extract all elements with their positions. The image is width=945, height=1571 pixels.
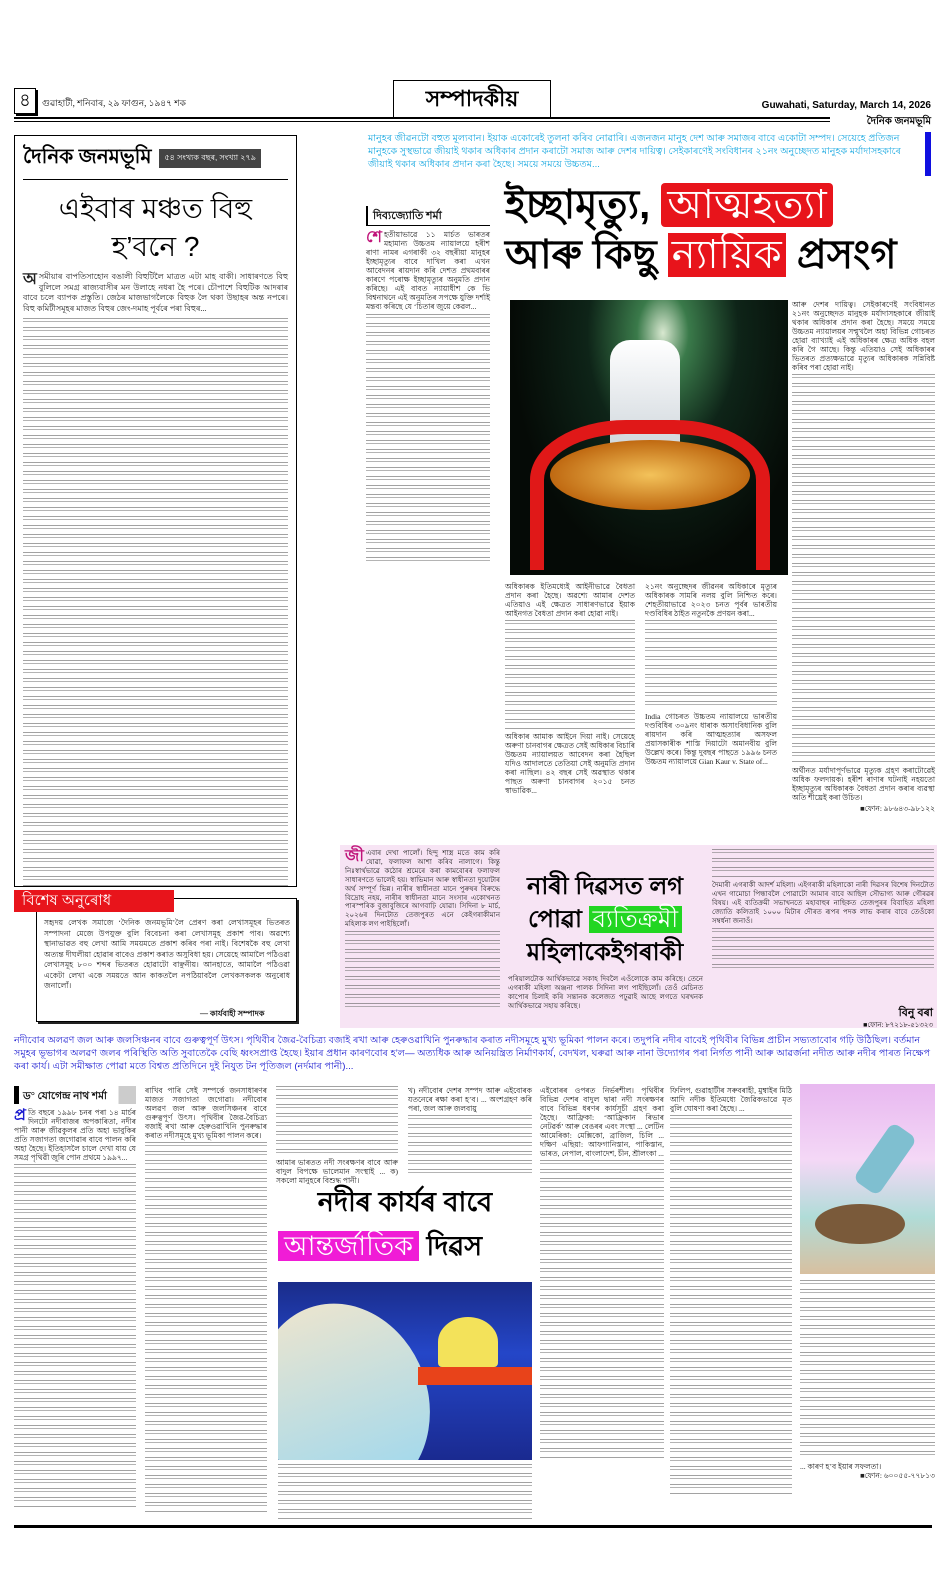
article3-col6 bbox=[670, 1086, 792, 1495]
headline-highlight: ব্যতিক্ৰমী bbox=[589, 906, 682, 933]
headline-text: আৰু কিছু bbox=[505, 233, 657, 277]
article3-col2 bbox=[145, 1086, 267, 1512]
col-text: খ) নদীবোৰ দেশৰ সম্পদ আৰু এইবোৰক যতনেৰে ৰক্ষা কৰা হ’ব। ... অংশগ্ৰহণ কৰি পৰা, জল আৰু জলবায়ু bbox=[408, 1086, 532, 1113]
headline-text: ইচ্ছামৃত্যু, bbox=[505, 183, 651, 227]
drop-cap: শে bbox=[366, 229, 382, 246]
col-lines bbox=[670, 1115, 792, 1495]
article1-author: দিব্যজ্যোতি শৰ্মা bbox=[373, 210, 442, 222]
article2-headline bbox=[505, 870, 705, 969]
col-text: দৈমাৰী এগৰাকী আদৰ্শ মহিলা। এইগৰাকী মহিলাকো নাৰী দিৱসৰ বিশেষ দিনটোত এখন গামোচা পিন্ধাবলৈ পোৱাটো আমাৰ বাবে আছিল সৌভাগ্য আৰু গৌৰৱৰ বিষয়। এই ব্যতিক্ৰমী সভাখনতে মহাবাহুৰ নাছিকত তেজপুৰৰ বিবাহিত মহিলা জ্যোতি কলিতাই ১০০০ মিটাৰ দৌৰত ৰূপৰ পদক লাভ কৰাৰ বাবে তেওঁকো সম্বৰ্ধনা জনাওঁ। bbox=[712, 881, 934, 925]
paper-tag: দৈনিক জনমভূমি bbox=[866, 116, 931, 127]
article1-col2 bbox=[505, 582, 635, 795]
col-text: অধিকাৰক ইতিমধ্যেই আইনীভাৱে বৈধতা প্ৰদান কৰা হৈছে। অৱশ্যে আমাৰ দেশত এতিয়াও এই ক্ষেত্ৰত সাধাৰণভাৱে ইয়াক আইনগত বৈধতা প্ৰদান কৰা হোৱা নাই। bbox=[505, 582, 635, 618]
title-line-1: এইবাৰ মঞ্চত বিহু bbox=[58, 193, 253, 224]
editorial-body bbox=[23, 272, 288, 314]
debris-shape bbox=[815, 1204, 905, 1244]
col-lines bbox=[14, 1164, 136, 1509]
footer-rule bbox=[14, 1525, 932, 1528]
page-number: ৪ bbox=[14, 88, 36, 114]
headline-highlight: আত্মহত্যা bbox=[661, 183, 832, 227]
article3-col3 bbox=[276, 1086, 398, 1185]
article3-author-bar bbox=[14, 1086, 136, 1104]
article2-byline: বিনু বৰা bbox=[898, 1007, 933, 1019]
col-text: ৰাখিব পাৰি সেই সম্পৰ্কে জনসাধাৰণৰ মাজত সজাগতা জগোৱা। নদীবোৰ অলৱণ জল আৰু জলসিঞ্চনৰ বাবে গুৰুত্বপূৰ্ণ উৎস। পৃথিবীৰ জৈৱ-বৈচিত্ৰ্য বজাই ৰখা আৰু হেৰুওৱাখিনি পুনৰুদ্ধাৰ কৰাত নদীসমূহে মুখ্য ভূমিকা পালন কৰে। bbox=[145, 1086, 267, 1140]
article2-col1 bbox=[345, 849, 500, 1011]
col-lines bbox=[276, 1086, 398, 1158]
headline-text: পোৱা bbox=[527, 906, 582, 933]
ribbon-shape bbox=[530, 420, 770, 570]
date-assamese: গুৱাহাটী, শনিবাৰ, ২৯ ফাগুন, ১৯৪৭ শক bbox=[42, 98, 186, 108]
article1-photo bbox=[510, 300, 788, 575]
headline-text: দিৱস bbox=[426, 1231, 483, 1261]
article1-col4 bbox=[792, 300, 935, 813]
col-lines bbox=[408, 1115, 532, 1175]
drop-cap: প্ৰ bbox=[14, 1107, 26, 1124]
headline-highlight: ন্যায়িক bbox=[668, 233, 786, 277]
editorial-masthead: দৈনিক জনমভূমি bbox=[23, 146, 152, 168]
col-lines bbox=[645, 620, 777, 710]
col-lines bbox=[712, 849, 934, 879]
phone-number: ■ফোন: ৯৮৬৪৩-৯৮১২২ bbox=[860, 804, 935, 813]
headline-text: মহিলাকেইগৰাকী bbox=[526, 939, 684, 966]
col-lines bbox=[792, 374, 935, 764]
headline-text: নদীৰ কাৰ্যৰ বাবে bbox=[317, 1187, 493, 1217]
article3-col7 bbox=[800, 1280, 935, 1480]
col-text: অধিকাৰ আমাক আইনে দিয়া নাই। সেয়েহে অৰুণা চানবাগৰ ক্ষেত্ৰত সেই অধিকাৰ বিচাৰি উচ্চতম ন্যায়ালয়ত আবেদন কৰা হৈছিল যদিও আদালতে তেতিয়া সেই অনুমতি প্ৰদান কৰা নাছিল। ৪২ বছৰ সেই অৱস্থাত থকাৰ পাছত অৰুণা চানবাগৰ ২০১৫ চনত স্বাভাৱিক... bbox=[505, 732, 635, 795]
article3-author: ড° যোগেন্দ্ৰ নাথ শৰ্মা bbox=[23, 1091, 107, 1102]
col-text: অৰ্থীনত মৰ্যাদাপূৰ্ণভাৱে মৃত্যুক গ্ৰহণ কৰাটোৱেই অধিক ফলদায়ক। হৰীশ ৰাণাৰ ঘটনাই নহয়তো ইচ্ছামৃত্যুৰ অধিকাৰক বৈধতা প্ৰদান কৰাৰ ব্যৱস্থা অতি শীঘ্ৰেই কৰা উচিত। bbox=[792, 766, 935, 802]
headline-highlight: আন্তৰ্জাতিক bbox=[278, 1231, 419, 1261]
river-blurb: নদীবোৰ অলৱণ জল আৰু জলসিঞ্চনৰ বাবে গুৰুত্বপূৰ্ণ উৎস। পৃথিবীৰ জৈৱ-বৈচিত্ৰ্য বজাই ৰখা আৰু হেৰুওৱাখিনি পুনৰুদ্ধাৰ কৰাত নদীসমূহে মুখ্য ভূমিকা পালন কৰে। তদুপৰি নদীৰ বাবেই পৃথিবীৰ বিভিন্ন প্ৰাচীন সভ্যতাবোৰ গঢ়ি উঠিছিল। বৰ্তমান সমুহৰ ভূভাগৰ অলৱণ জলৰ পৰিস্থিতি অতি সুবাতেকৈ বেছি ধ্বংসপ্ৰাপ্ত হৈছে। ইয়াৰ প্ৰধান কাৰণবোৰ হ’ল— অত্যধিক আৰু অনিয়ন্ত্ৰিত নিৰ্মাণকাৰ্য, বেদখল, ঘৰুৱা আৰু নানা উদ্যোগৰ পৰা নিৰ্গত পানী আৰু আৱৰ্জনা নদীত আৰু নদীৰ পাৰত নিক্ষেপ কৰা কাৰ্য। এটা সমীক্ষাত পোৱা মতে বিশ্বত প্ৰতিদিনে দুই নিযুত টন পূতিজল (নৰ্দমাৰ পানী)... bbox=[14, 1035, 931, 1072]
article2-phone: ■ফোন: ৮৭২১৮-৫১৩২৩ bbox=[863, 1021, 933, 1029]
request-body: সহৃদয় লেখক সমাজে ‘দৈনিক জনমভূমি’লৈ প্ৰেৰণ কৰা লেখাসমূহৰ ভিতৰত সম্পাদনা মেজে উপযুক্ত বুলি বিবেচনা কৰা লেখাসমূহ প্ৰকাশ পাব। অৱশ্যে স্থানাভাৱত বহু লেখা আমি সময়মতে প্ৰকাশ কৰিব পৰা নাই। বিশেষকৈ বহু লেখা অত্যন্ত দীঘলীয়া হোৱাৰ বাবেও প্ৰকাশ কৰাত অসুবিধা হয়। সেয়েহে আমালৈ পঠিওৱা লেখাসমূহ ৮০০ শব্দৰ ভিতৰত হোৱাটো বাঞ্ছনীয়। আনহাতে, আমালৈ পঠিওৱা একেটা লেখা একে সময়তে আন কাকতলৈ নপঠিয়াবলৈ লেখকসকলক অনুৰোধ জনালোঁ। bbox=[44, 918, 290, 990]
request-label: বিশেষ অনুৰোধ bbox=[14, 890, 174, 912]
col-lines bbox=[145, 1142, 267, 1512]
editorial-text: সমীয়াৰ বাপতিসাহোন বঙালী বিহুটিলৈ মাত্ৰত এটা মাহ বাকী। সাধাৰণতে বিহু বুলিলে সমগ্ৰ ৰাজ্যবাসীৰ মন উলাহে নধৰা হৈ পৰে। চৌপাশে বিহুটিক আদৰাৰ বাবে চলে ব্যাপক প্ৰস্তুতি। জেঠৰ মাজভাগলৈকে বিহুক লৈ থকা উছাহৰ অন্ত নপৰে। বিহু কমিটীসমূহৰ মাজত বিহুৰ জেং-দমাহ পূৰ্বৰে পৰা বিহুৰ... bbox=[23, 272, 288, 313]
article3-under-photo-lines bbox=[278, 1464, 532, 1520]
title-line-2: হ’বনে ? bbox=[111, 231, 200, 262]
col-lines bbox=[800, 1280, 935, 1460]
article3-headline bbox=[278, 1180, 532, 1268]
editorial-body-lines bbox=[23, 318, 288, 888]
date-english: Guwahati, Saturday, March 14, 2026 bbox=[761, 100, 931, 111]
col-text: আমাৰ ভাৰতত নদী সংৰক্ষণৰ বাবে আৰু বাদুল বিপক্ষে ভালেমান সংস্থাই ... ক) সকলো মানুহৰে বিশুদ্ধ পানী। bbox=[276, 1158, 398, 1185]
col-lines bbox=[505, 620, 635, 730]
section-title: সম্পাদকীয় bbox=[393, 80, 551, 118]
article2-col3 bbox=[712, 849, 934, 968]
col-text: ... কাৰণ হ’ব ইয়াৰ সফলতা। bbox=[800, 1462, 882, 1471]
editorial-box bbox=[14, 135, 297, 887]
intro-bar bbox=[925, 132, 931, 176]
col-lines bbox=[345, 931, 500, 1011]
col-text: এইবোৰৰ ওপৰত নিৰ্ভৰশীল। পৃথিবীৰ বিভিন্ন দেশৰ বাদুল দ্বাৰা নদী সংৰক্ষণৰ বাবে বিভিন্ন ধৰণৰ কাৰ্যসূচী গ্ৰহণ কৰা হৈছে। আফ্ৰিকা: ‘আফ্ৰিকান ৰিভাৰ নেটৱৰ্ক’ আৰু বেঙৰৰ এবং সংস্থা ... লেটিন আমেৰিকা: মেক্সিকো, ব্ৰাজিল, চিলি ... দক্ষিণ এছিয়া: আফগানিস্তান, পাকিস্তান, ভাৰত, নেপাল, বাংলাদেশ, চীন, শ্ৰীলংকা ... bbox=[540, 1086, 664, 1158]
article3-col5 bbox=[540, 1086, 664, 1460]
request-signature: — কাৰ্যবাহী সম্পাদক bbox=[200, 1009, 265, 1018]
taj-mahal-icon bbox=[438, 1317, 498, 1367]
col-text: এবাৰ দেখা পালোঁ। হিন্দু শাস্ত্ৰ মতে কাম কৰি যোৱা, ফলাফল আশা কৰিব নালাগে। কিন্তু নিঃস্বাৰ্থভাৱে কঠোৰ শ্ৰমেৰে কৰা কামবোৰৰ ফলাফল সাধাৰণতে ভালেই হয়। স্বাভিমান আৰু স্বাধীনতা দুয়োটাৰ অৰ্থ সম্পূৰ্ণ ভিন্ন। নাৰীৰ স্বাধীনতা মানে পুৰুষৰ বিৰুদ্ধে বিদ্ৰোহ নহয়, নাৰীৰ স্বাধীনতা মানে সংসাৰ একোখনত পাৰস্পৰিক বুজাবুজিৰে আগবাঢ়ি যোৱা। সিদিনা ৮ মাৰ্চ, ২০২৬ৰ দিনটোত তেজপুৰত এনে কেইগৰাকীমান মহিলাক লগ পাইছিলোঁ। bbox=[345, 849, 500, 929]
col-lines bbox=[540, 1160, 664, 1460]
col-lines bbox=[366, 314, 490, 564]
col-text: India গোচৰত উচ্চতম ন্যায়ালয়ে ভাৰতীয় দণ্ডবিধিৰ ৩০৯নং ধাৰাক অসাংবিধানিক বুলি ৰায়দান কৰি আত্মহত্যাৰ অসফল প্ৰয়াসকাৰীক শাস্তি দিয়াটো অমানবীয় বুলি উল্লেখ কৰে। কিন্তু দুবছৰ পাছতে ১৯৯৬ চনত উচ্চতম ন্যায়ালয়ে Gian Kaur v. State of... bbox=[645, 712, 777, 766]
article2-col2: পৰিয়ালটোক আৰ্থিকভাৱে সকাহ দিবলৈ এওঁলোকে কাম কৰিছে। তেনে এগৰাকী মহিলা অঞ্জনা পালক সিদিনা লগ পাইছিলোঁ। তেওঁ মেচিনত কাপোৰ চিলাই কৰি সন্তানক কলেজত পঢ়ুৱাই আছে লগতে ঘৰখনক আৰ্থিকভাৱে সহায় কৰিছে। bbox=[508, 975, 703, 1010]
editorial-title bbox=[23, 190, 288, 266]
intro-blurb: মানুহৰ জীৱনটো বহুত মূল্যবান। ইয়াক একোৰেই তুলনা কৰিব নোৱাৰি। এজনজন মানুহ দেশ আৰু সমাজৰ বাবে একোটা সম্পদ। সেয়েহে প্ৰতিজন মানুহকে সুস্থভাৱে জীয়াই থকাৰ অধিকাৰ প্ৰদান কৰাটো সমাজ আৰু দেশৰ দায়িত্ব। সেইকাৰণেই সংবিধানৰ ২১নং অনুচ্ছেদত মানুহক মৰ্যাদাসহকাৰে জীয়াই থকাৰ অধিকাৰ প্ৰদান কৰা হৈছে। সময়ে সময়ে উচ্চতম... bbox=[368, 133, 901, 170]
pollution-illustration bbox=[800, 1084, 935, 1274]
article1-headline bbox=[505, 180, 937, 280]
riverbank bbox=[418, 1367, 532, 1385]
col-text: আৰু দেশৰ দায়িত্ব। সেইকাৰণেই সংবিধানত ২১নং অনুচ্ছেদত মানুহক মৰ্যাদাসহকাৰে জীয়াই থকাৰ অধিকাৰ প্ৰদান কৰা হৈছে। সময়ে সময়ে উচ্চতম ন্যায়ালয়ৰ সন্মুখলৈ অহা বিভিন্ন গোচৰত হোৱা ব্যাখ্যাই এই অধিকাৰৰ ক্ষেত্ৰ অধিক বহল কৰি গৈ আছে। কিন্তু এতিয়াও সেই অধিকাৰৰ ভিতৰত প্ৰত্যক্ষভাৱে মৃত্যুৰ অধিকাৰক সন্নিবিষ্ট কৰিব পৰা হোৱা নাই। bbox=[792, 300, 935, 372]
issue-badge: ৫৪ সংখ্যক বছৰ, সংখ্যা ২৭৯ bbox=[159, 149, 260, 168]
drop-cap: জী bbox=[345, 848, 364, 865]
col-text: হতীয়াভাৱে ১১ মাৰ্চত ভাৰতৰ মহামান্য উচ্চতম ন্যায়ালয়ে হৰীশ ৰাণা নামৰ এগৰাকী ৩২ বছৰীয়া মানুহৰ ইচ্ছামৃত্যুৰ বাবে দাখিল কৰা এখন আবেদনৰ ৰায়দান কৰি দেশত প্ৰথমবাৰৰ কাৰণে পৰোক্ষ ইচ্ছামৃত্যুৰ অনুমতি প্ৰদান কৰিছে। এই বাবত ন্যায়াধীশ কে ভি বিশ্বনাথনে এই অনুমতিৰ সপক্ষে যুক্তি দৰ্শাই মন্তব্য কৰিছে যে ‘চিতাৰ জুয়ে কেৱল... bbox=[366, 230, 490, 311]
article1-col3 bbox=[645, 582, 777, 766]
author-bar bbox=[366, 206, 490, 226]
headline-text: নাৰী দিৱসত লগ bbox=[527, 873, 683, 900]
article1-col1 bbox=[366, 230, 490, 564]
article3-col4 bbox=[408, 1086, 532, 1175]
bottle-shape bbox=[853, 1122, 918, 1197]
phone-number: ■ফোন: ৬০০৫৫-৭৭৮১৩ bbox=[860, 1471, 935, 1480]
drop-cap: অ bbox=[23, 271, 37, 288]
river-photo bbox=[278, 1282, 532, 1460]
col-text: ফিলিপ, গুৱাহাটীৰ সৰুবৰাহী, মুম্বাইৰ মিঠি আদি নদীক ইতিমধ্যে জৈৱিকভাৱে মৃত বুলি ঘোষণা কৰা হৈছে। ... bbox=[670, 1086, 792, 1113]
col-lines bbox=[712, 928, 934, 968]
headline-text: প্ৰসংগ bbox=[796, 233, 897, 277]
col-text: ২১নং অনুচ্ছেদৰ জীৱনৰ অধিকাৰে মৃত্যুৰ অধিকাৰক সামৰি নলয় বুলি নিশ্চিত কৰে। শেহতীয়াভাৱে ২০২৩ চনত পূৰ্বৰ ভাৰতীয় দণ্ডবিধিৰ ঠাইত নতুনকৈ প্ৰণয়ন কৰা... bbox=[645, 582, 777, 618]
col-text: তি বছৰে ১৯৯৮ চনৰ পৰা ১৪ মাৰ্চৰ দিনটো নদীবাজৰ অপকাৰিতা, নদীৰ পানী আৰু জীৱকুলৰ প্ৰতি অহা ভাবুকিৰ প্ৰতি সজাগতা জগোৱাৰ বাবে পালন কৰি অহা হৈছে। ইতিহাসলৈ চালে দেখা যায় যে সমগ্ৰ পৃথিৱী জুৰি পোন প্ৰথমে ১৯৯৭... bbox=[14, 1108, 136, 1162]
article3-col1 bbox=[14, 1108, 136, 1509]
